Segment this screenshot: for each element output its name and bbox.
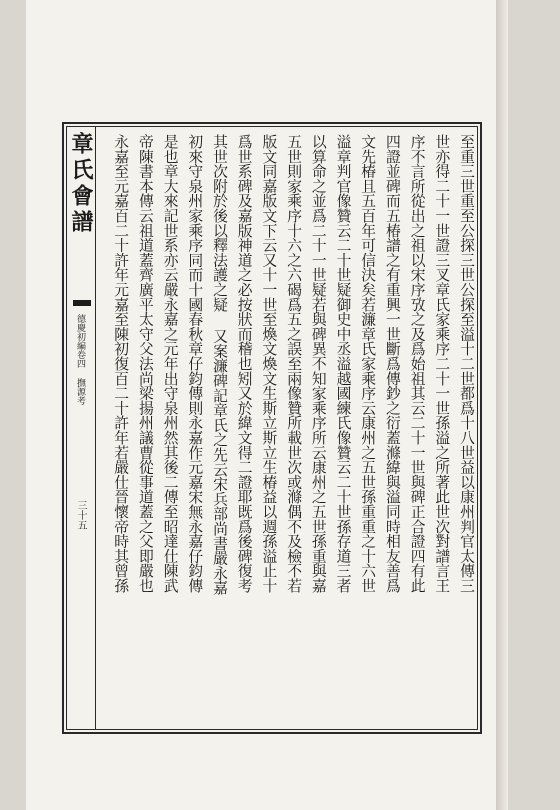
text-column: 以算命之並爲二十一世疑若與碑異不知家乘序所云康州之五世孫重與嘉 [309, 134, 327, 593]
fishtail-mark [73, 300, 91, 306]
text-column: 序不言所從出之祖以宋序攷之及爲始祖其云二十一世與碑正合證四有此 [408, 134, 426, 593]
text-column: 四證並碑而五椿譜之有重興一世斷爲傳鈔之衍蓋滌緯與溢同時相友善爲 [383, 134, 401, 593]
text-column: 五世則家乘序十六之六碣爲五之誤至兩像贊所載世次或滌偶不及檢不若 [285, 134, 303, 593]
text-column: 帝陳書本傳云祖道蓋齊廣平太守父法尚梁揚州議曹從事道蓋之父即嚴也 [136, 134, 154, 593]
text-column: 世亦得二十一世證三叉章氏家乘序二十一世孫溢之所著此世次對譜言王 [433, 134, 451, 593]
text-column: 其世次附於後以釋法護之疑 又案濂碑記章氏之先云宋兵部尚書嚴永嘉 [211, 134, 228, 595]
text-column: 爲世系碑及嘉版神道之必按狀而稽也矧又於緯文得二證耶既爲後碑復考 [235, 134, 253, 593]
text-column: 溢章判官像贊云二十世疑御史中丞溢越國練氏像贊云二十世孫存道三者 [334, 134, 352, 593]
text-column: 文先椿且五百年可信決矣若濂章氏家乘序云康州之五世孫重重之十六世 [359, 134, 377, 593]
book-title: 章氏會譜 [68, 132, 94, 236]
text-column: 是也章大來記世系亦云嚴永嘉之元年出守泉州然其後二傳至昭達仕陳武 [161, 134, 179, 593]
text-column: 永嘉至元嘉百二十許年元嘉至陳初復百二十許年若嚴仕晉懷帝時其曾孫 [112, 134, 130, 593]
text-column: 版文同嘉版文下云又十一世至煥文煥文生斯立斯立生椿益以週孫溢止十 [260, 134, 278, 593]
text-body [104, 134, 474, 724]
edition-label: 德慶初編卷四 撫源考 [75, 314, 85, 405]
page-number: 三十五 [75, 500, 86, 530]
page-edge [496, 0, 508, 810]
text-column: 初來守泉州家乘序同而十國春秋章仔鈞傳則永嘉作元嘉宋無永嘉仔鈞傳 [186, 134, 204, 593]
text-column: 至重三世重至公探三世公探至溢十二世都爲十八世益以康州判官太傳三 [458, 134, 475, 593]
